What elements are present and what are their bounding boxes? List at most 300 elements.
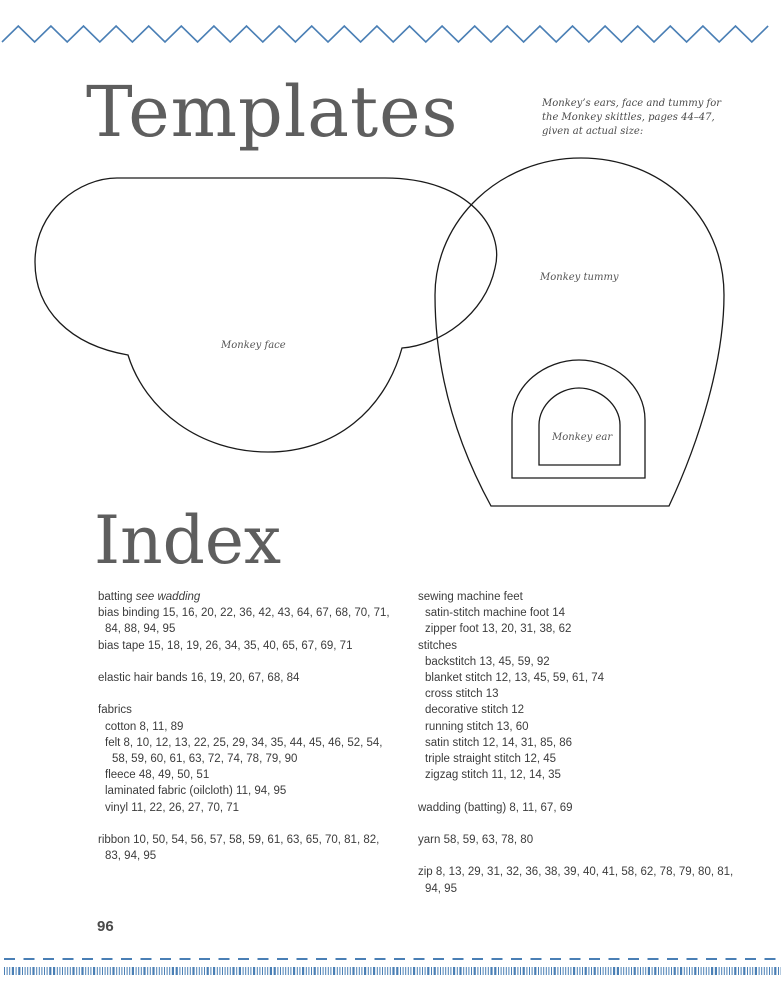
border-bar	[508, 967, 509, 975]
border-bar	[719, 967, 720, 975]
border-bar	[764, 967, 765, 975]
border-bar	[471, 967, 472, 975]
border-bar	[320, 967, 321, 975]
index-group	[418, 864, 748, 896]
border-bar	[640, 967, 641, 975]
border-bar	[150, 967, 151, 975]
border-bar	[370, 967, 371, 975]
border-bar	[674, 967, 676, 975]
border-bar	[18, 967, 20, 975]
border-bar	[44, 967, 45, 975]
border-bar	[297, 967, 298, 975]
border-bar	[204, 967, 205, 975]
monkey-face-label: Monkey face	[221, 340, 286, 351]
border-bar	[339, 967, 340, 975]
border-dash	[375, 958, 386, 960]
border-bar	[658, 967, 659, 975]
border-bar	[437, 967, 438, 975]
border-bar	[570, 967, 571, 975]
border-bar	[136, 967, 137, 975]
border-bar	[16, 967, 17, 975]
border-bar	[488, 967, 489, 975]
index-entry: stitches	[418, 639, 457, 652]
border-bar	[605, 967, 606, 975]
border-bar	[417, 967, 418, 975]
border-dash	[297, 958, 308, 960]
border-dash	[180, 958, 191, 960]
border-bar	[317, 967, 318, 975]
border-bar	[227, 967, 228, 975]
index-subentry: satin-stitch machine foot 14	[425, 607, 565, 620]
border-bar	[116, 967, 117, 975]
border-bar	[314, 967, 316, 975]
border-bar	[724, 967, 725, 975]
border-bar	[217, 967, 218, 975]
border-bar	[179, 967, 180, 975]
border-bar	[434, 967, 436, 975]
border-dash	[24, 958, 35, 960]
border-bar	[565, 967, 566, 975]
monkey-ear-label: Monkey ear	[552, 432, 613, 443]
index-entry: sewing machine feet	[418, 591, 523, 603]
border-dash	[43, 958, 54, 960]
border-bar	[159, 967, 160, 975]
border-bar	[259, 967, 260, 975]
border-bar	[405, 967, 406, 975]
border-bar	[403, 967, 404, 975]
border-bar	[463, 967, 464, 975]
border-bar	[427, 967, 429, 975]
border-bar	[734, 967, 736, 975]
border-bar	[161, 967, 162, 975]
border-bar	[654, 967, 656, 975]
border-bar	[413, 967, 415, 975]
border-dash	[745, 958, 756, 960]
index-subentry: backstitch 13, 45, 59, 92	[425, 655, 550, 668]
border-bar	[557, 967, 558, 975]
border-bar	[32, 967, 34, 975]
border-bar	[648, 967, 650, 975]
border-bar	[573, 967, 575, 975]
border-bar	[368, 967, 369, 975]
index-group	[98, 670, 398, 686]
border-bar	[663, 967, 664, 975]
border-bar	[774, 967, 776, 975]
border-bar	[323, 967, 324, 975]
border-dash	[316, 958, 327, 960]
border-bar	[219, 967, 220, 975]
border-bar	[474, 967, 476, 975]
border-bar	[156, 967, 157, 975]
border-dash	[414, 958, 425, 960]
border-bar	[167, 967, 168, 975]
border-bar	[245, 967, 246, 975]
border-dash	[355, 958, 366, 960]
border-dash	[199, 958, 210, 960]
index-entry: bias binding 15, 16, 20, 22, 36, 42, 43, 64, 67, 68, 70, 71, 84, 88, 94, 95	[98, 607, 390, 636]
index-entry: elastic hair bands 16, 19, 20, 67, 68, 84	[98, 672, 300, 684]
border-bar	[27, 967, 28, 975]
border-bar	[541, 967, 542, 975]
border-dash	[141, 958, 152, 960]
index-subentry: running stitch 13, 60	[425, 720, 529, 733]
border-bar	[546, 967, 547, 975]
border-dash	[648, 958, 659, 960]
border-dash	[219, 958, 230, 960]
monkey-tummy-outline	[435, 158, 724, 506]
border-dash	[570, 958, 581, 960]
border-dash	[102, 958, 113, 960]
border-bar	[761, 967, 762, 975]
border-bar	[105, 967, 106, 975]
border-bar	[79, 967, 80, 975]
border-bar	[408, 967, 409, 975]
border-bar	[603, 967, 604, 975]
border-dash	[394, 958, 405, 960]
border-dash	[550, 958, 561, 960]
index-subentry: zigzag stitch 11, 12, 14, 35	[425, 769, 561, 782]
border-bar	[147, 967, 148, 975]
index-left-column	[98, 589, 398, 881]
border-bar	[726, 967, 727, 975]
border-bar	[267, 967, 268, 975]
border-bar	[457, 967, 458, 975]
border-bar	[743, 967, 745, 975]
border-bar	[97, 967, 98, 975]
border-bar	[138, 967, 139, 975]
index-right-column	[418, 589, 748, 913]
border-bar	[668, 967, 669, 975]
border-bar	[396, 967, 398, 975]
border-bar	[680, 967, 682, 975]
border-bar	[124, 967, 125, 975]
border-bar	[308, 967, 309, 975]
border-bar	[49, 967, 51, 975]
border-bar	[529, 967, 530, 975]
border-bar	[628, 967, 629, 975]
border-bar	[85, 967, 86, 975]
border-bar	[468, 967, 469, 975]
border-bar	[506, 967, 507, 975]
border-bar	[361, 967, 362, 975]
border-bar	[196, 967, 197, 975]
border-dash	[726, 958, 737, 960]
border-bar	[483, 967, 484, 975]
border-bar	[554, 967, 556, 975]
border-bar	[666, 967, 667, 975]
border-dash	[589, 958, 600, 960]
index-entry: bias tape 15, 18, 19, 26, 34, 35, 40, 65, 67, 69, 71	[98, 639, 353, 652]
border-bar	[164, 967, 165, 975]
index-group	[98, 832, 398, 864]
border-bar	[385, 967, 386, 975]
index-entry: zip 8, 13, 29, 31, 32, 36, 38, 39, 40, 41, 58, 62, 78, 79, 80, 81, 94, 95	[418, 866, 734, 895]
index-group	[418, 832, 748, 848]
entry-see: see wadding	[135, 591, 201, 603]
border-dash	[238, 958, 249, 960]
border-bar	[459, 967, 461, 975]
border-bar	[652, 967, 653, 975]
border-bar	[347, 967, 348, 975]
border-bar	[577, 967, 578, 975]
border-bar	[729, 967, 730, 975]
border-bar	[526, 967, 527, 975]
border-bar	[62, 967, 63, 975]
index-title: Index	[94, 502, 282, 579]
border-bar	[93, 967, 95, 975]
monkey-tummy-label: Monkey tummy	[540, 272, 619, 283]
index-entry: wadding (batting) 8, 11, 67, 69	[418, 801, 573, 814]
index-group	[418, 589, 748, 783]
border-bar	[207, 967, 209, 975]
border-bar	[594, 967, 596, 975]
border-bar	[277, 967, 278, 975]
border-bar	[333, 967, 335, 975]
border-bar	[377, 967, 378, 975]
border-bar	[503, 967, 504, 975]
border-bar	[274, 967, 276, 975]
border-bar	[643, 967, 644, 975]
border-bar	[582, 967, 583, 975]
border-bar	[645, 967, 646, 975]
border-bar	[514, 967, 516, 975]
border-bar	[732, 967, 733, 975]
border-bar	[410, 967, 411, 975]
border-bar	[232, 967, 234, 975]
border-bar	[76, 967, 77, 975]
border-bar	[239, 967, 241, 975]
border-bar	[12, 967, 14, 975]
border-bar	[443, 967, 444, 975]
border-bar	[477, 967, 478, 975]
border-bar	[199, 967, 200, 975]
border-bar	[684, 967, 685, 975]
border-bar	[88, 967, 89, 975]
border-bar	[57, 967, 58, 975]
border-bar	[766, 967, 767, 975]
border-bar	[440, 967, 441, 975]
border-bar	[225, 967, 226, 975]
index-subentry: laminated fabric (oilcloth) 11, 94, 95	[105, 785, 287, 798]
border-bar	[523, 967, 525, 975]
monkey-face-outline	[35, 178, 497, 452]
border-dash	[63, 958, 74, 960]
border-bar	[517, 967, 518, 975]
border-bar	[270, 967, 272, 975]
border-bar	[511, 967, 512, 975]
border-bar	[265, 967, 266, 975]
border-bar	[543, 967, 544, 975]
border-bar	[494, 967, 496, 975]
border-dash	[492, 958, 503, 960]
border-bar	[143, 967, 145, 975]
border-bar	[560, 967, 561, 975]
border-bar	[236, 967, 237, 975]
border-bar	[59, 967, 60, 975]
border-bar	[698, 967, 699, 975]
index-group	[418, 800, 748, 816]
border-bar	[330, 967, 331, 975]
entry-head: batting	[98, 591, 133, 603]
border-bar	[551, 967, 552, 975]
border-dash	[765, 958, 776, 960]
border-bar	[750, 967, 751, 975]
border-bar	[711, 967, 713, 975]
border-bar	[67, 967, 68, 975]
index-entry: fabrics	[98, 704, 132, 717]
border-bar	[692, 967, 693, 975]
page-number: 96	[97, 918, 114, 935]
border-bar	[350, 967, 351, 975]
border-bar	[425, 967, 426, 975]
border-bar	[769, 967, 770, 975]
index-subentry: felt 8, 10, 12, 13, 22, 25, 29, 34, 35, 44, 45, 46, 52, 54, 58, 59, 60, 61, 63, 72, 74, 78, 79, 90	[105, 736, 383, 765]
border-bar	[129, 967, 130, 975]
border-bar	[778, 967, 779, 975]
border-bar	[600, 967, 601, 975]
border-bar	[721, 967, 722, 975]
index-subentry: zipper foot 13, 20, 31, 38, 62	[425, 623, 572, 636]
border-dash	[609, 958, 620, 960]
border-bar	[187, 967, 188, 975]
border-bar	[747, 967, 748, 975]
border-bar	[107, 967, 108, 975]
border-bar	[190, 967, 191, 975]
border-bar	[285, 967, 286, 975]
index-group	[98, 702, 398, 815]
border-bar	[328, 967, 329, 975]
border-bar	[302, 967, 304, 975]
border-bar	[102, 967, 103, 975]
index-subentry: fleece 48, 49, 50, 51	[105, 769, 210, 782]
border-bar	[538, 967, 539, 975]
border-bar	[431, 967, 432, 975]
border-bar	[364, 967, 366, 975]
border-bar	[448, 967, 449, 975]
border-bar	[119, 967, 120, 975]
border-bar	[379, 967, 380, 975]
border-bar	[185, 967, 186, 975]
caption-line: the Monkey skittles, pages 44–47,	[542, 112, 715, 123]
templates-title: Templates	[86, 71, 459, 153]
border-dash	[121, 958, 132, 960]
border-dash	[277, 958, 288, 960]
border-dash	[4, 958, 15, 960]
border-bar	[152, 967, 154, 975]
index-subentry: triple straight stitch 12, 45	[425, 753, 557, 766]
border-bar	[445, 967, 446, 975]
border-dash	[453, 958, 464, 960]
border-bar	[4, 967, 5, 975]
border-bar	[671, 967, 672, 975]
border-bar	[201, 967, 202, 975]
border-bar	[548, 967, 549, 975]
border-bar	[498, 967, 499, 975]
caption-line: Monkey’s ears, face and tummy for	[542, 98, 722, 109]
border-bar	[222, 967, 223, 975]
border-bar	[250, 967, 251, 975]
border-bar	[400, 967, 401, 975]
border-bar	[466, 967, 467, 975]
border-bar	[501, 967, 502, 975]
border-bar	[110, 967, 111, 975]
border-bar	[262, 967, 263, 975]
border-bar	[53, 967, 55, 975]
index-subentry: blanket stitch 12, 13, 45, 59, 61, 74	[425, 672, 605, 685]
border-bar	[65, 967, 66, 975]
border-bar	[738, 967, 739, 975]
border-dash	[667, 958, 678, 960]
border-bar	[210, 967, 211, 975]
border-bar	[36, 967, 37, 975]
border-dash	[511, 958, 522, 960]
border-bar	[490, 967, 492, 975]
border-bar	[453, 967, 455, 975]
border-dash	[160, 958, 171, 960]
index-subentry: cross stitch 13	[425, 688, 499, 701]
border-bar	[621, 967, 622, 975]
border-bar	[30, 967, 31, 975]
border-bar	[290, 967, 291, 975]
border-dash	[336, 958, 347, 960]
caption-line: given at actual size:	[542, 126, 644, 137]
border-bar	[752, 967, 753, 975]
border-bar	[591, 967, 592, 975]
border-dash	[433, 958, 444, 960]
border-bar	[597, 967, 598, 975]
border-bar	[25, 967, 26, 975]
border-bar	[613, 967, 615, 975]
border-bar	[689, 967, 690, 975]
index-entry: yarn 58, 59, 63, 78, 80	[418, 834, 534, 847]
monkey-ear-inner-outline	[539, 388, 620, 465]
border-bar	[230, 967, 231, 975]
border-bar	[288, 967, 289, 975]
border-dash	[628, 958, 639, 960]
border-bar	[772, 967, 773, 975]
border-bar	[631, 967, 632, 975]
border-bar	[755, 967, 757, 975]
border-dash	[472, 958, 483, 960]
border-dash	[687, 958, 698, 960]
index-entry: ribbon 10, 50, 54, 56, 57, 58, 59, 61, 63, 65, 70, 81, 82, 83, 94, 95	[98, 834, 380, 863]
border-bar	[81, 967, 83, 975]
border-bar	[47, 967, 48, 975]
border-bar	[342, 967, 343, 975]
border-bar	[694, 967, 696, 975]
border-bar	[192, 967, 194, 975]
border-bar	[450, 967, 451, 975]
border-bar	[563, 967, 564, 975]
border-bar	[741, 967, 742, 975]
border-bar	[608, 967, 609, 975]
border-bar	[121, 967, 122, 975]
index-subentry: cotton 8, 11, 89	[105, 720, 184, 733]
border-bar	[480, 967, 481, 975]
border-bar	[293, 967, 295, 975]
border-bar	[390, 967, 391, 975]
border-bar	[283, 967, 284, 975]
border-bar	[337, 967, 338, 975]
border-bar	[387, 967, 388, 975]
monkey-ear-outer-outline	[512, 360, 645, 478]
border-bar	[634, 967, 636, 975]
border-bar	[280, 967, 281, 975]
border-bar	[325, 967, 326, 975]
border-bar	[169, 967, 170, 975]
border-bar	[359, 967, 360, 975]
border-bar	[610, 967, 611, 975]
